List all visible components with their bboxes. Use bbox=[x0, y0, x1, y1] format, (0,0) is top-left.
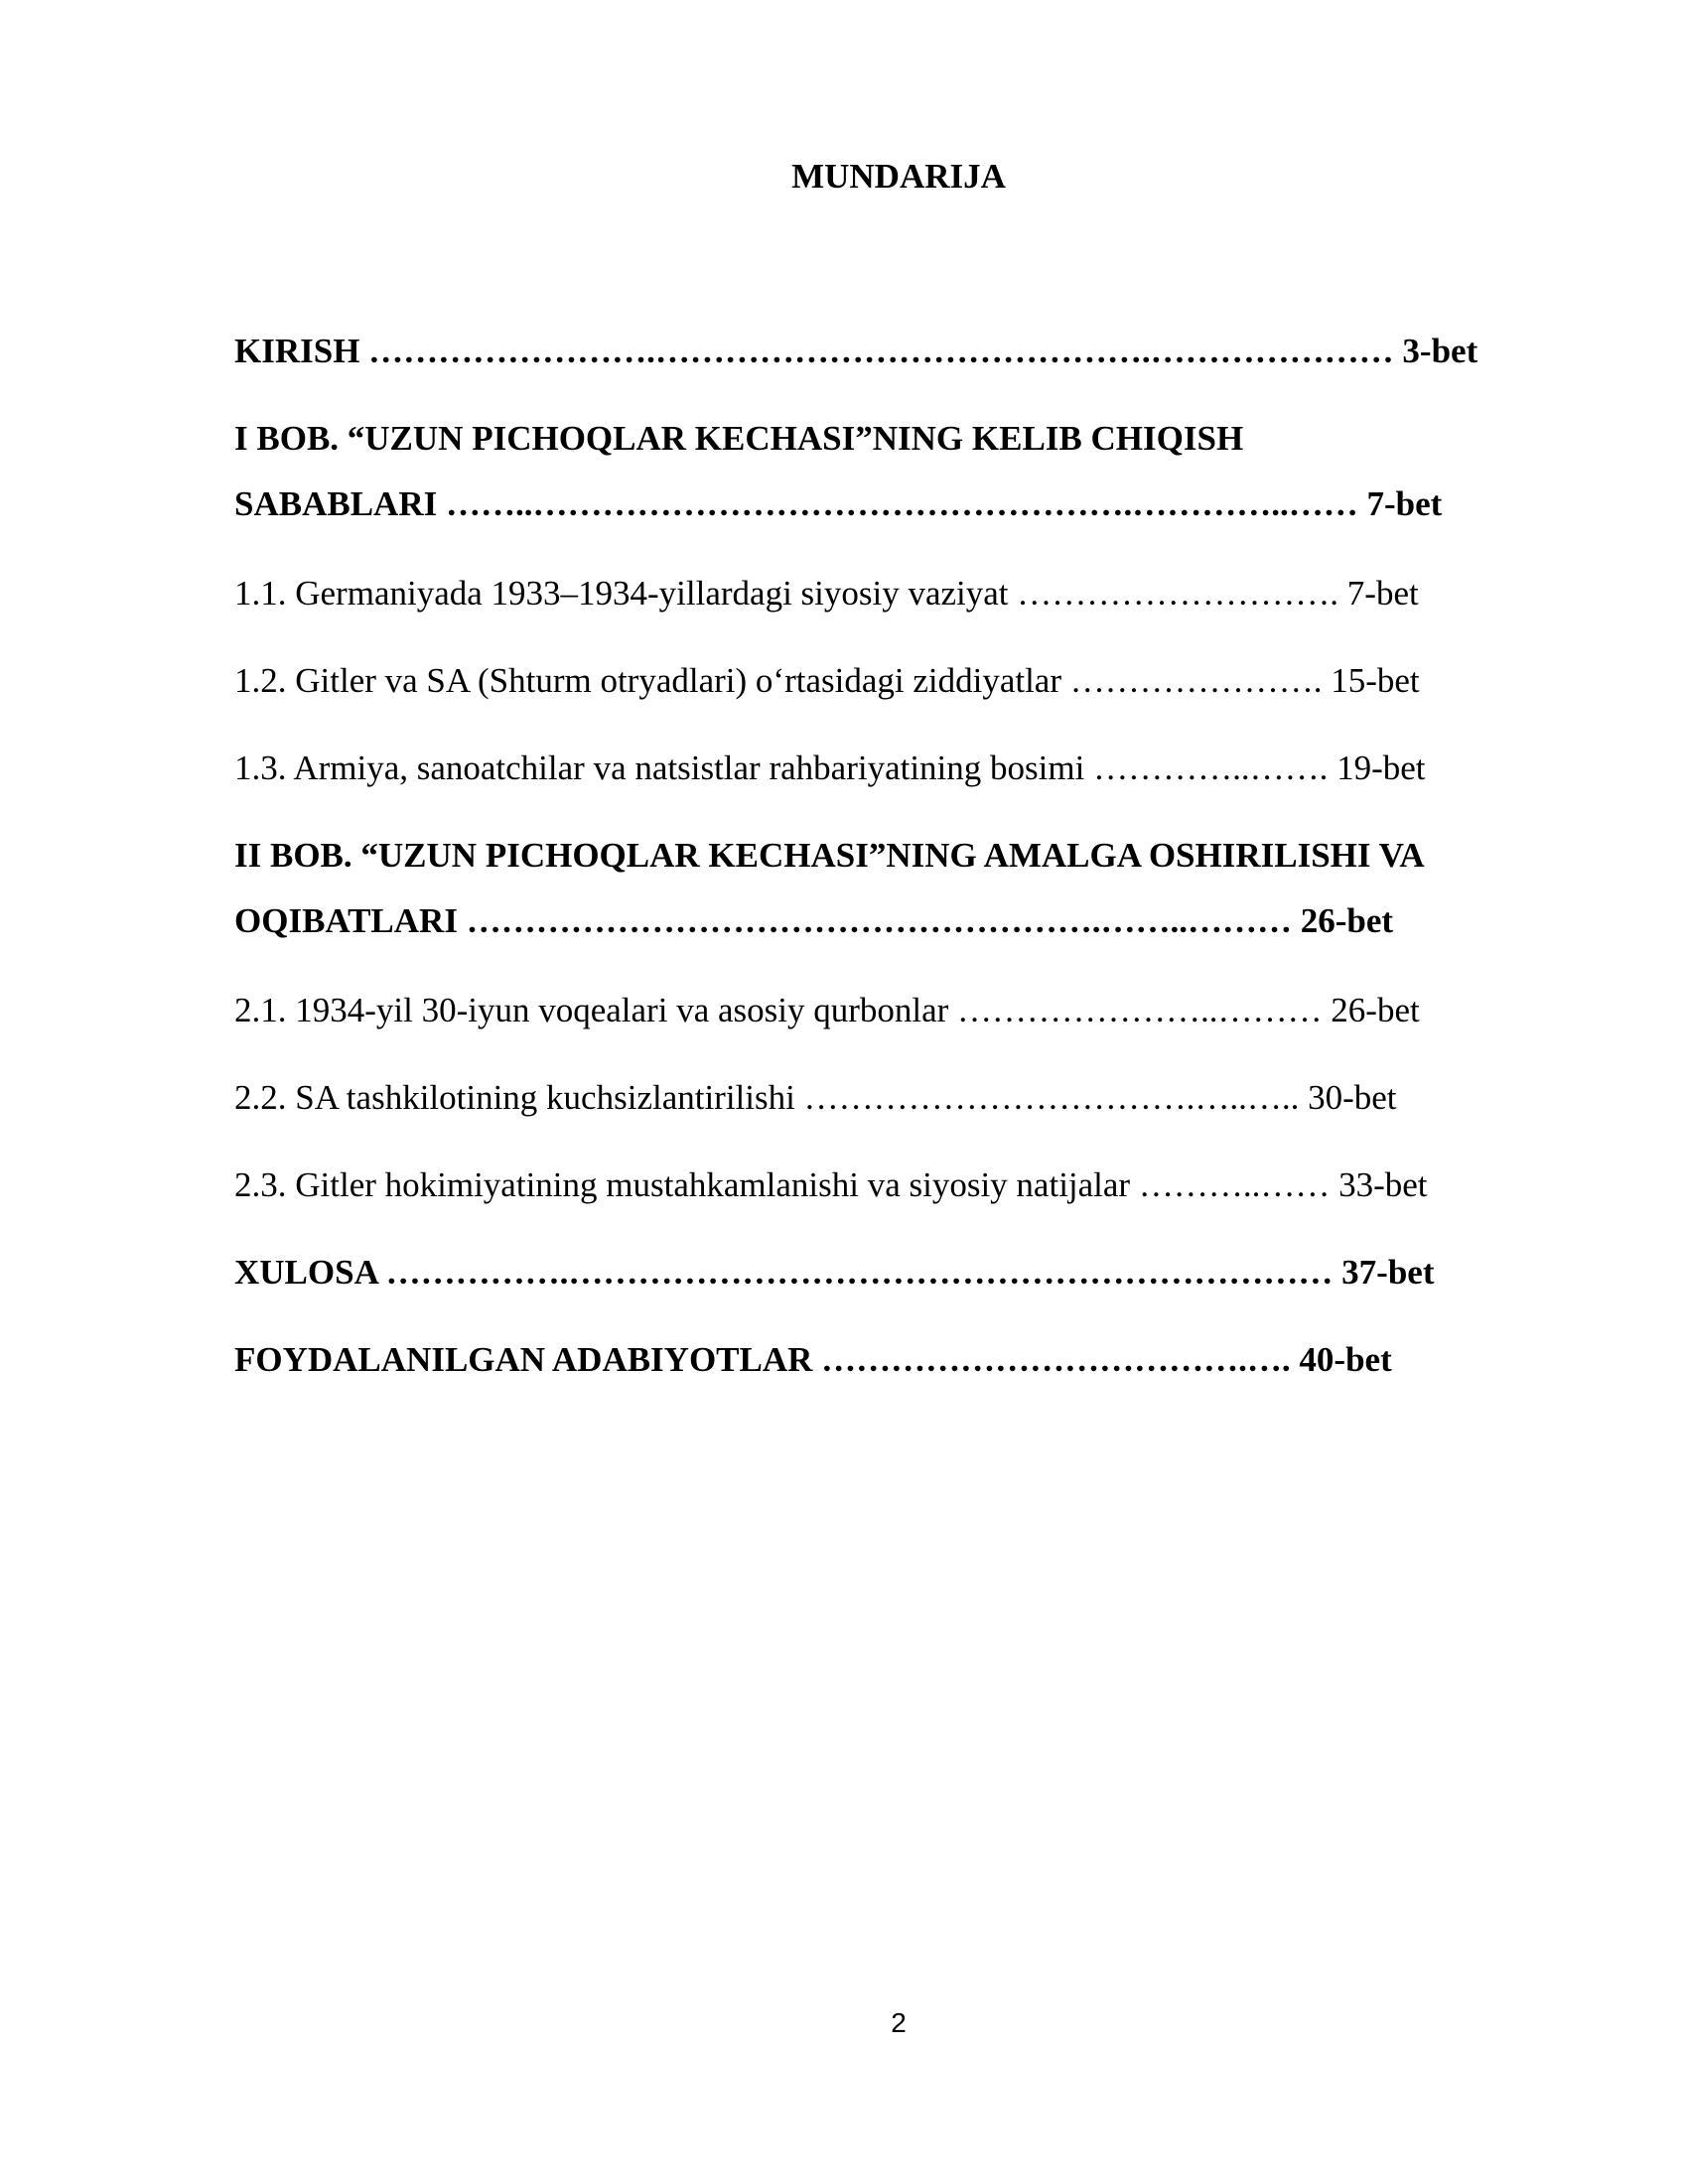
toc-entry-section-2-1: 2.1. 1934-yil 30-iyun voqealari va asosiy qurbonlar …………………..……… 26-bet bbox=[234, 991, 1420, 1029]
toc-entry-chapter-2-line-1: II BOB. “UZUN PICHOQLAR KECHASI”NING AMALGA OSHIRILISHI VA bbox=[234, 836, 1425, 875]
toc-entry-section-1-1: 1.1. Germaniyada 1933–1934-yillardagi siyosiy vaziyat ………………………. 7-bet bbox=[234, 574, 1419, 613]
page-title: MUNDARIJA bbox=[791, 157, 1006, 196]
page-number: 2 bbox=[891, 2007, 907, 2038]
toc-entry-section-1-2: 1.2. Gitler va SA (Shturm otryadlari) o‘rtasidagi ziddiyatlar …………………. 15-bet bbox=[234, 661, 1420, 700]
toc-entry-section-2-3: 2.3. Gitler hokimiyatining mustahkamlanishi va siyosiy natijalar ………..…… 33-bet bbox=[234, 1165, 1428, 1204]
toc-entry-chapter-1-line-2: SABABLARI ……..…………………………………………….…………..…… 7-bet bbox=[234, 484, 1443, 523]
toc-entry-section-2-2: 2.2. SA tashkilotining kuchsizlantirilishi …………………………….…..….. 30-bet bbox=[234, 1078, 1397, 1117]
toc-entry-conclusion: XULOSA …………….………………………………………………………… 37-bet bbox=[234, 1253, 1435, 1292]
toc-entry-introduction: KIRISH …………………….…………………………………….………………… 3-bet bbox=[234, 332, 1478, 370]
toc-entry-section-1-3: 1.3. Armiya, sanoatchilar va natsistlar rahbariyatining bosimi …………..……. 19-bet bbox=[234, 749, 1426, 787]
toc-entry-references: FOYDALANILGAN ADABIYOTLAR ……………………………….…. 40-bet bbox=[234, 1340, 1392, 1379]
toc-entry-chapter-1-line-1: I BOB. “UZUN PICHOQLAR KECHASI”NING KELIB CHIQISH bbox=[234, 419, 1244, 458]
toc-entry-chapter-2-line-2: OQIBATLARI ……………………………………………….……..……… 26-bet bbox=[234, 901, 1394, 940]
